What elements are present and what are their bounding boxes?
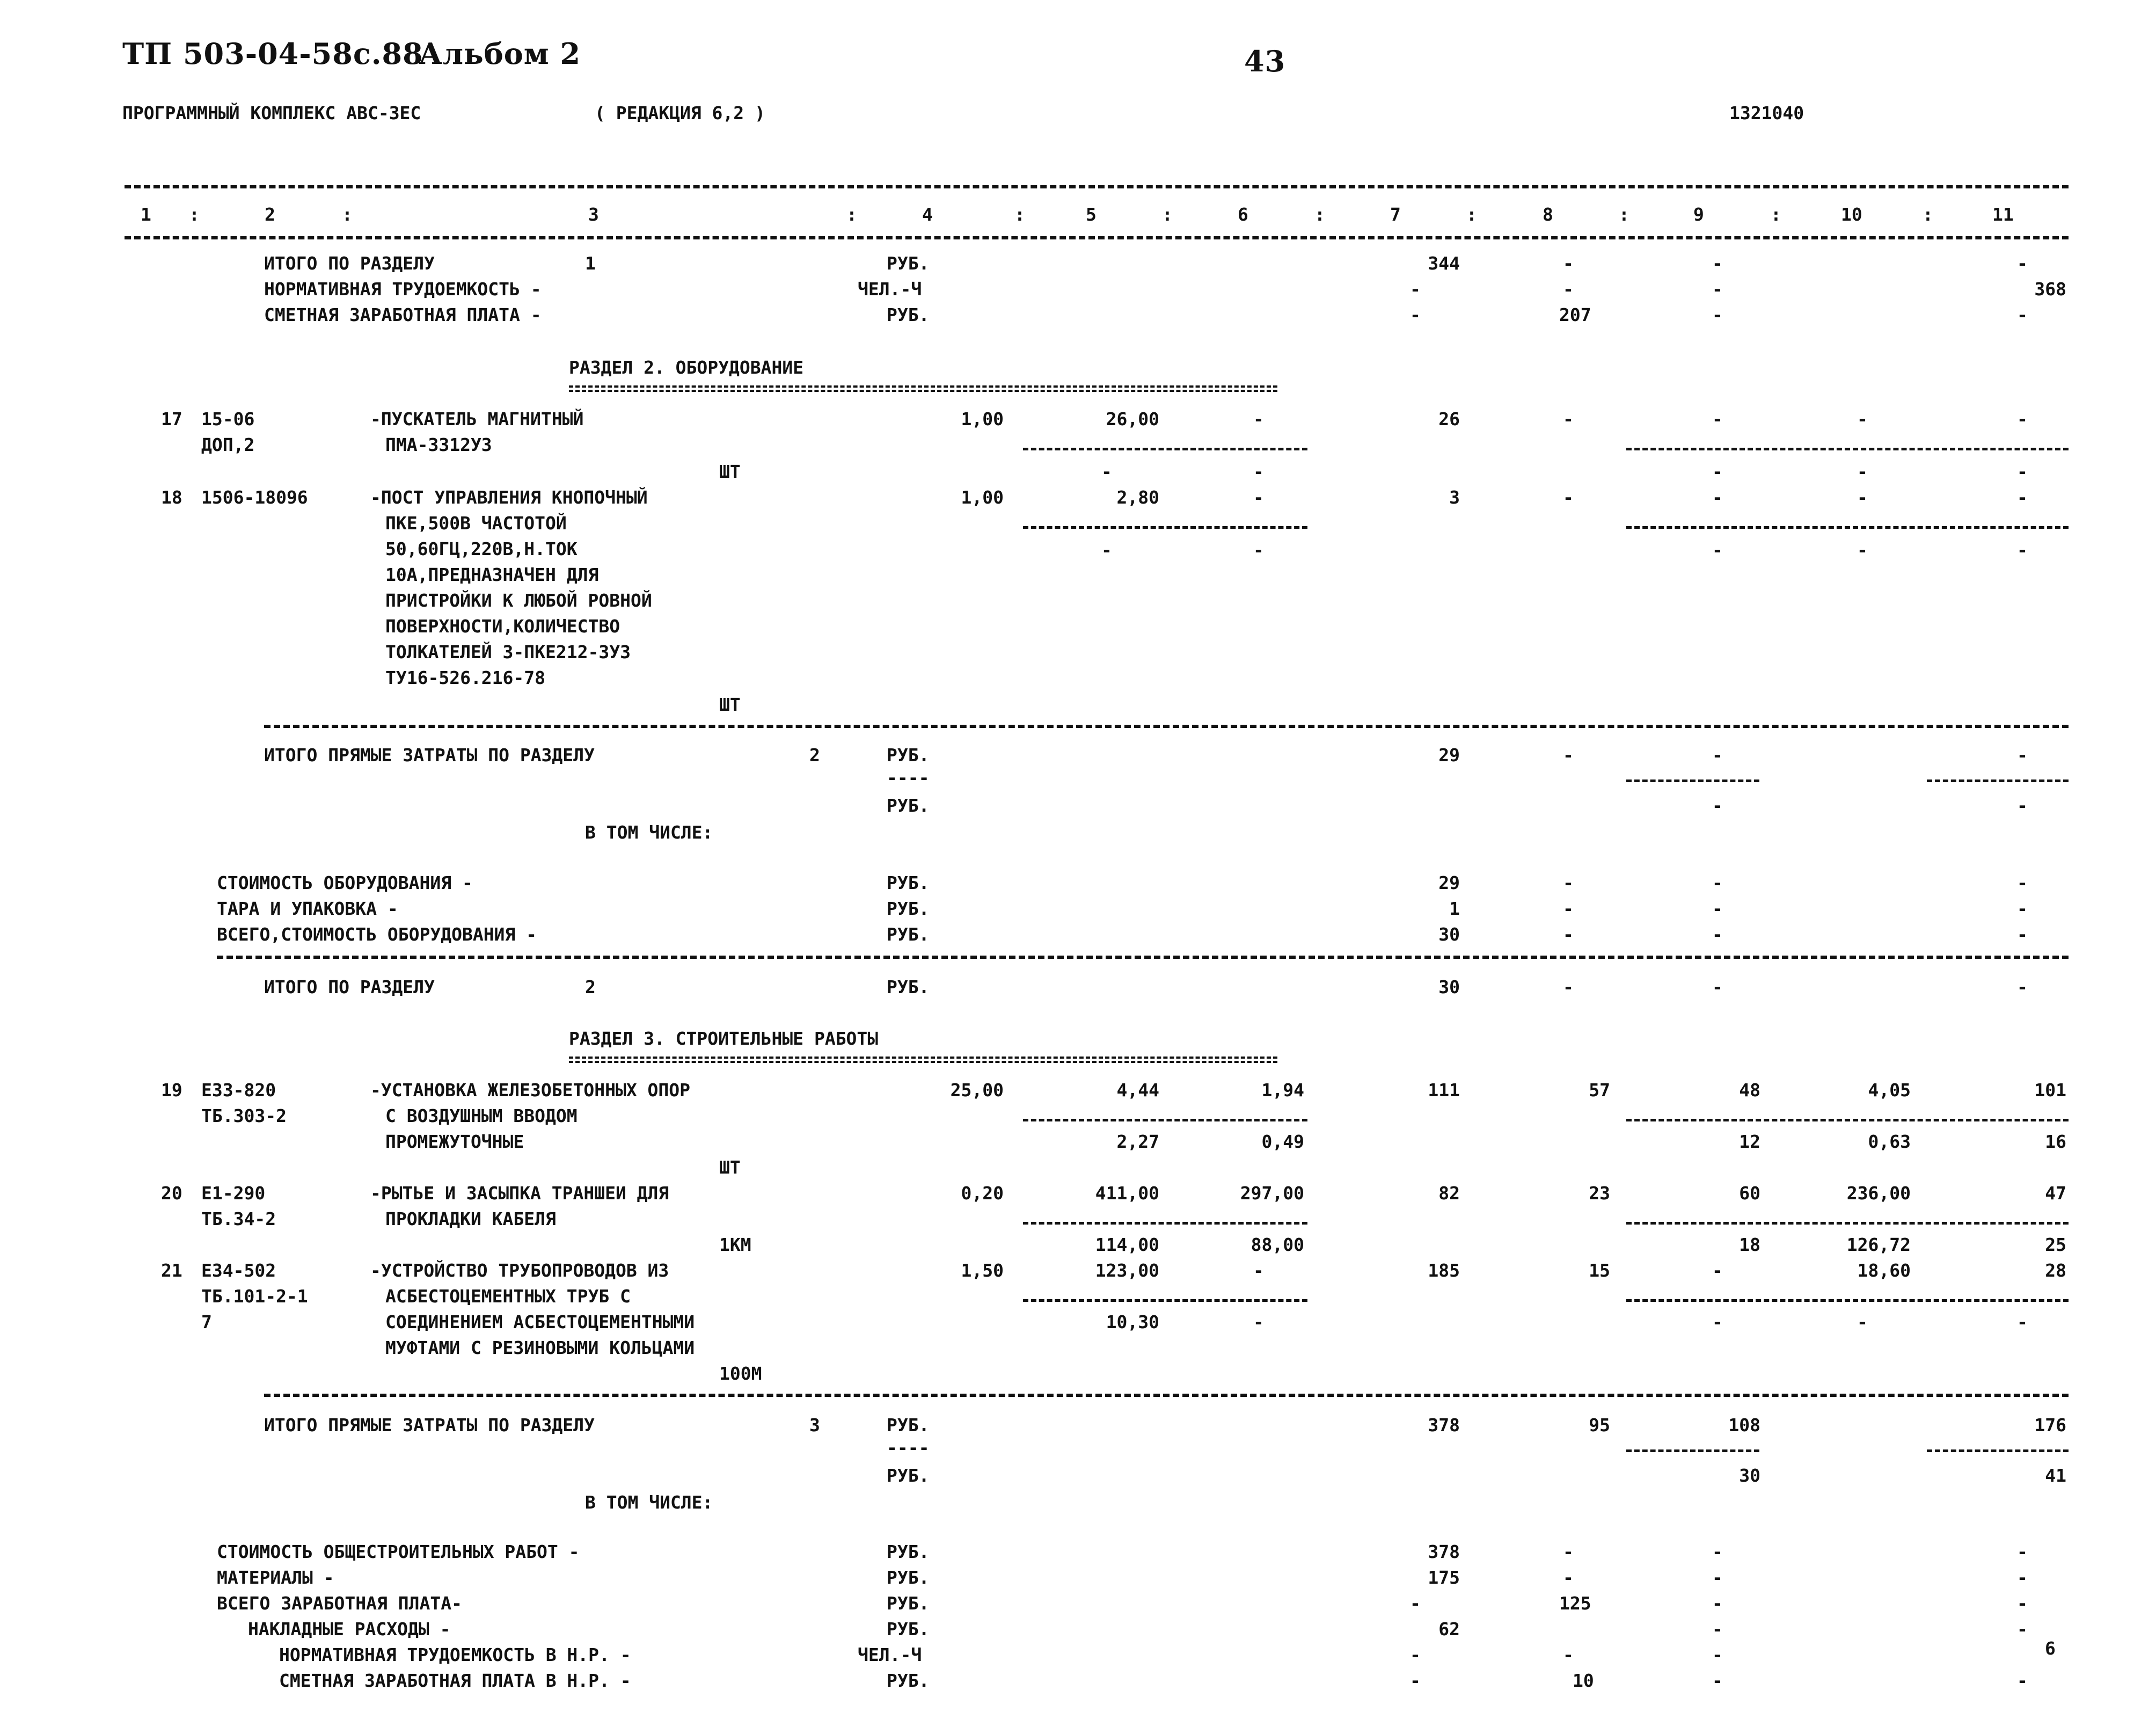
item-code: 1506-18096 bbox=[201, 487, 308, 508]
item-description: ПОВЕРХНОСТИ,КОЛИЧЕСТВО bbox=[385, 616, 620, 637]
empty-mark: - bbox=[1563, 409, 1574, 429]
item-col11: 101 bbox=[2034, 1080, 2066, 1101]
direct-col9-wage: 30 bbox=[1739, 1465, 1760, 1486]
unit-label: РУБ. bbox=[887, 1593, 930, 1614]
item-col9: 60 bbox=[1739, 1183, 1760, 1204]
empty-mark: - bbox=[1712, 540, 1723, 560]
unit-label: РУБ. bbox=[887, 304, 930, 325]
labor-overhead-value: 6 bbox=[2045, 1638, 2056, 1659]
item-number: 20 bbox=[161, 1183, 182, 1204]
empty-mark: - bbox=[1712, 898, 1723, 919]
empty-mark: - bbox=[1563, 872, 1574, 893]
item-number: 21 bbox=[161, 1260, 182, 1281]
total-wage-label: ВСЕГО ЗАРАБОТНАЯ ПЛАТА- bbox=[217, 1593, 462, 1614]
column-number-10: 10 bbox=[1841, 204, 1862, 225]
program-name: ПРОГРАММНЫЙ КОМПЛЕКС АВС-ЗЕС bbox=[122, 103, 421, 123]
empty-mark: - bbox=[1410, 304, 1421, 325]
empty-mark: - bbox=[2017, 745, 2028, 766]
overhead-label: НАКЛАДНЫЕ РАСХОДЫ - bbox=[248, 1619, 451, 1640]
item-col6: 297,00 bbox=[1240, 1183, 1304, 1204]
unit-label: 1КМ bbox=[719, 1234, 751, 1255]
item-description: С ВОЗДУШНЫМ ВВОДОМ bbox=[385, 1105, 578, 1126]
item-description: 10А,ПРЕДНАЗНАЧЕН ДЛЯ bbox=[385, 564, 599, 585]
item-col11: 28 bbox=[2045, 1260, 2066, 1281]
column-number-1: 1 bbox=[141, 204, 151, 225]
item-code: ДОП,2 bbox=[201, 434, 255, 455]
item-code: ТБ.101-2-1 bbox=[201, 1286, 308, 1307]
column-separator: : bbox=[1466, 204, 1477, 225]
empty-mark: - bbox=[1712, 409, 1723, 429]
direct-col7: 378 bbox=[1428, 1415, 1460, 1436]
item-number: 19 bbox=[161, 1080, 182, 1101]
packaging-value: 1 bbox=[1449, 898, 1460, 919]
item-unit-price: 26,00 bbox=[1106, 409, 1159, 429]
section-total-label: ИТОГО ПО РАЗДЕЛУ bbox=[264, 253, 435, 274]
empty-mark: - bbox=[2017, 1593, 2028, 1614]
labor-intensity-value: 368 bbox=[2034, 279, 2066, 300]
item-col6-wage: 0,49 bbox=[1261, 1131, 1304, 1152]
item-col5: 123,00 bbox=[1095, 1260, 1159, 1281]
empty-mark: - bbox=[1253, 1312, 1264, 1332]
item-col10: 18,60 bbox=[1857, 1260, 1911, 1281]
column-separator: : bbox=[1314, 204, 1325, 225]
section-total-label: ИТОГО ПО РАЗДЕЛУ bbox=[264, 977, 435, 997]
subtotal-rule bbox=[1023, 1299, 1307, 1302]
direct-costs-label: ИТОГО ПРЯМЫЕ ЗАТРАТЫ ПО РАЗДЕЛУ bbox=[264, 1415, 595, 1436]
item-description: 50,60ГЦ,220В,Н.ТОК bbox=[385, 538, 578, 559]
subtotal-rule bbox=[1626, 1299, 2069, 1302]
item-code: 15-06 bbox=[201, 409, 255, 429]
item-col8: 15 bbox=[1589, 1260, 1610, 1281]
item-description: ТУ16-526.216-78 bbox=[385, 667, 546, 688]
empty-mark: - bbox=[2017, 487, 2028, 508]
item-col8: 23 bbox=[1589, 1183, 1610, 1204]
item-unit-price: 2,80 bbox=[1116, 487, 1159, 508]
unit-label: ЧЕЛ.-Ч bbox=[858, 1644, 922, 1665]
unit-label: РУБ. bbox=[887, 1670, 930, 1691]
program-edition: ( РЕДАКЦИЯ 6,2 ) bbox=[595, 103, 765, 123]
total-wage-value: 125 bbox=[1559, 1593, 1591, 1614]
direct-col8: 95 bbox=[1589, 1415, 1610, 1436]
unit-label: РУБ. bbox=[887, 1415, 930, 1436]
direct-costs-value: 29 bbox=[1438, 745, 1460, 766]
section-total-value: 30 bbox=[1438, 977, 1460, 997]
subtotal-rule bbox=[1626, 1222, 2069, 1225]
unit-label: ШТ bbox=[719, 461, 741, 482]
empty-mark: - bbox=[1857, 540, 1868, 560]
column-separator: : bbox=[1619, 204, 1629, 225]
direct-col9: 108 bbox=[1728, 1415, 1760, 1436]
subtotal-rule bbox=[1023, 1119, 1307, 1121]
item-description: ПРИСТРОЙКИ К ЛЮБОЙ РОВНОЙ bbox=[385, 590, 652, 611]
empty-mark: - bbox=[2017, 304, 2028, 325]
item-code: ТБ.303-2 bbox=[201, 1105, 287, 1126]
empty-mark: - bbox=[1253, 461, 1264, 482]
empty-mark: - bbox=[2017, 461, 2028, 482]
empty-mark: - bbox=[1253, 487, 1264, 508]
empty-mark: - bbox=[1712, 924, 1723, 945]
item-col9-wage: 18 bbox=[1739, 1234, 1760, 1255]
page-number: 43 bbox=[1244, 44, 1286, 78]
empty-mark: - bbox=[1253, 1260, 1264, 1281]
empty-mark: - bbox=[2017, 253, 2028, 274]
item-col10-wage: 0,63 bbox=[1868, 1131, 1911, 1152]
column-number-2: 2 bbox=[265, 204, 275, 225]
column-separator: : bbox=[1923, 204, 1933, 225]
subtotal-rule bbox=[1626, 779, 1759, 782]
empty-mark: - bbox=[1410, 279, 1421, 300]
column-number-4: 4 bbox=[922, 204, 933, 225]
item-description: ПРОМЕЖУТОЧНЫЕ bbox=[385, 1131, 524, 1152]
empty-mark: - bbox=[1563, 745, 1574, 766]
empty-mark: - bbox=[1712, 1312, 1723, 1332]
empty-mark: - bbox=[2017, 795, 2028, 816]
empty-mark: - bbox=[1712, 1593, 1723, 1614]
empty-mark: - bbox=[1101, 461, 1112, 482]
column-separator: : bbox=[1162, 204, 1173, 225]
column-number-5: 5 bbox=[1086, 204, 1097, 225]
empty-mark: - bbox=[1410, 1593, 1421, 1614]
direct-col11: 176 bbox=[2034, 1415, 2066, 1436]
subtotal-rule bbox=[1927, 779, 2069, 782]
equipment-total-label: ВСЕГО,СТОИМОСТЬ ОБОРУДОВАНИЯ - bbox=[217, 924, 537, 945]
unit-label: РУБ. bbox=[887, 1567, 930, 1588]
empty-mark: - bbox=[1712, 1670, 1723, 1691]
item-description: ПРОКЛАДКИ КАБЕЛЯ bbox=[385, 1208, 556, 1229]
unit-label: РУБ. bbox=[887, 1465, 930, 1486]
item-quantity: 0,20 bbox=[961, 1183, 1004, 1204]
empty-mark: - bbox=[1857, 1312, 1868, 1332]
subtotal-rule bbox=[1626, 1119, 2069, 1121]
empty-mark: - bbox=[1712, 745, 1723, 766]
document-code: 1321040 bbox=[1729, 103, 1804, 123]
item-description: ПКЕ,500В ЧАСТОТОЙ bbox=[385, 513, 567, 534]
item-col11-wage: 25 bbox=[2045, 1234, 2066, 1255]
item-code: Е33-820 bbox=[201, 1080, 276, 1101]
unit-label: ШТ bbox=[719, 694, 741, 715]
empty-mark: - bbox=[2017, 924, 2028, 945]
empty-mark: - bbox=[1563, 279, 1574, 300]
empty-mark: - bbox=[1712, 487, 1723, 508]
unit-label: РУБ. bbox=[887, 977, 930, 997]
unit-label: РУБ. bbox=[887, 1541, 930, 1562]
item-col5: 4,44 bbox=[1116, 1080, 1159, 1101]
item-total: 26 bbox=[1438, 409, 1460, 429]
unit-label: РУБ. bbox=[887, 253, 930, 274]
section-2-title: РАЗДЕЛ 2. ОБОРУДОВАНИЕ bbox=[569, 357, 804, 378]
column-separator: : bbox=[189, 204, 200, 225]
empty-mark: - bbox=[1712, 253, 1723, 274]
empty-mark: - bbox=[1712, 872, 1723, 893]
short-rule: ---- bbox=[887, 767, 930, 788]
item-code: 7 bbox=[201, 1312, 212, 1332]
empty-mark: - bbox=[1563, 977, 1574, 997]
general-works-value: 378 bbox=[1428, 1541, 1460, 1562]
column-separator: : bbox=[1014, 204, 1025, 225]
unit-label: ШТ bbox=[719, 1157, 741, 1178]
overhead-value: 62 bbox=[1438, 1619, 1460, 1640]
item-description: МУФТАМИ С РЕЗИНОВЫМИ КОЛЬЦАМИ bbox=[385, 1337, 695, 1358]
empty-mark: - bbox=[1563, 487, 1574, 508]
empty-mark: - bbox=[1563, 924, 1574, 945]
item-col5-wage: 10,30 bbox=[1106, 1312, 1159, 1332]
empty-mark: - bbox=[1563, 1644, 1574, 1665]
item-code: Е1-290 bbox=[201, 1183, 266, 1204]
item-col6: 1,94 bbox=[1261, 1080, 1304, 1101]
labor-overhead-label: НОРМАТИВНАЯ ТРУДОЕМКОСТЬ В Н.Р. - bbox=[279, 1644, 631, 1665]
column-separator: : bbox=[846, 204, 857, 225]
wage-label: СМЕТНАЯ ЗАРАБОТНАЯ ПЛАТА - bbox=[264, 304, 542, 325]
item-col7: 82 bbox=[1438, 1183, 1460, 1204]
section-number: 1 bbox=[585, 253, 596, 274]
subtotal-rule bbox=[1626, 1449, 1759, 1452]
wage-value: 207 bbox=[1559, 304, 1591, 325]
empty-mark: - bbox=[1563, 253, 1574, 274]
empty-mark: - bbox=[1857, 461, 1868, 482]
item-description: -РЫТЬЕ И ЗАСЫПКА ТРАНШЕИ ДЛЯ bbox=[370, 1183, 669, 1204]
item-col8: 57 bbox=[1589, 1080, 1610, 1101]
item-col10: 4,05 bbox=[1868, 1080, 1911, 1101]
section-rule bbox=[264, 1394, 2069, 1397]
item-quantity: 1,00 bbox=[961, 487, 1004, 508]
item-number: 17 bbox=[161, 409, 182, 429]
subtotal-rule bbox=[1626, 526, 2069, 529]
empty-mark: - bbox=[1712, 1541, 1723, 1562]
empty-mark: - bbox=[1857, 409, 1868, 429]
empty-mark: - bbox=[1410, 1644, 1421, 1665]
empty-mark: - bbox=[2017, 898, 2028, 919]
column-number-8: 8 bbox=[1543, 204, 1553, 225]
section-3-title: РАЗДЕЛ 3. СТРОИТЕЛЬНЫЕ РАБОТЫ bbox=[569, 1028, 879, 1049]
unit-label: РУБ. bbox=[887, 1619, 930, 1640]
empty-mark: - bbox=[1712, 304, 1723, 325]
empty-mark: - bbox=[1101, 540, 1112, 560]
unit-label: ЧЕЛ.-Ч bbox=[858, 279, 922, 300]
empty-mark: - bbox=[1253, 409, 1264, 429]
section-number: 3 bbox=[809, 1415, 820, 1436]
unit-label: 100М bbox=[719, 1363, 762, 1384]
header-rule-bottom bbox=[125, 236, 2069, 239]
empty-mark: - bbox=[2017, 872, 2028, 893]
item-col7: 111 bbox=[1428, 1080, 1460, 1101]
subtotal-rule bbox=[1023, 526, 1307, 529]
column-separator: : bbox=[1771, 204, 1781, 225]
section-number: 2 bbox=[585, 977, 596, 997]
item-description: ТОЛКАТЕЛЕЙ 3-ПКЕ212-3УЗ bbox=[385, 642, 631, 662]
empty-mark: - bbox=[2017, 1619, 2028, 1640]
item-total: 3 bbox=[1449, 487, 1460, 508]
header-rule-top bbox=[125, 185, 2069, 188]
empty-mark: - bbox=[2017, 1312, 2028, 1332]
section-title-underline bbox=[569, 385, 1277, 392]
subtotal-rule bbox=[1626, 448, 2069, 450]
empty-mark: - bbox=[2017, 977, 2028, 997]
document-reference: ТП 503-04-58с.88 bbox=[122, 37, 423, 71]
empty-mark: - bbox=[2017, 1541, 2028, 1562]
wage-overhead-label: СМЕТНАЯ ЗАРАБОТНАЯ ПЛАТА В Н.Р. - bbox=[279, 1670, 631, 1691]
empty-mark: - bbox=[1712, 1567, 1723, 1588]
including-label: В ТОМ ЧИСЛЕ: bbox=[585, 1492, 713, 1513]
unit-label: РУБ. bbox=[887, 795, 930, 816]
packaging-label: ТАРА И УПАКОВКА - bbox=[217, 898, 398, 919]
item-code: Е34-502 bbox=[201, 1260, 276, 1281]
wage-overhead-value: 10 bbox=[1573, 1670, 1594, 1691]
empty-mark: - bbox=[1410, 1670, 1421, 1691]
item-col9: 48 bbox=[1739, 1080, 1760, 1101]
item-description: СОЕДИНЕНИЕМ АСБЕСТОЦЕМЕНТНЫМИ bbox=[385, 1312, 695, 1332]
item-description: -УСТАНОВКА ЖЕЛЕЗОБЕТОННЫХ ОПОР bbox=[370, 1080, 691, 1101]
section-number: 2 bbox=[809, 745, 820, 766]
item-description: -УСТРОЙСТВО ТРУБОПРОВОДОВ ИЗ bbox=[370, 1260, 669, 1281]
item-col11-wage: 16 bbox=[2045, 1131, 2066, 1152]
item-col9-wage: 12 bbox=[1739, 1131, 1760, 1152]
item-description: -ПУСКАТЕЛЬ МАГНИТНЫЙ bbox=[370, 409, 584, 429]
column-number-6: 6 bbox=[1238, 204, 1248, 225]
direct-col11-wage: 41 bbox=[2045, 1465, 2066, 1486]
section-rule bbox=[217, 956, 2069, 959]
unit-label: РУБ. bbox=[887, 898, 930, 919]
item-col10: 236,00 bbox=[1846, 1183, 1911, 1204]
column-separator: : bbox=[342, 204, 353, 225]
empty-mark: - bbox=[2017, 1670, 2028, 1691]
item-description: ПМА-3312УЗ bbox=[385, 434, 492, 455]
short-rule: ---- bbox=[887, 1437, 930, 1458]
empty-mark: - bbox=[1563, 1541, 1574, 1562]
section-rule bbox=[264, 725, 2069, 728]
column-number-7: 7 bbox=[1390, 204, 1401, 225]
empty-mark: - bbox=[1712, 795, 1723, 816]
unit-label: РУБ. bbox=[887, 872, 930, 893]
labor-intensity-label: НОРМАТИВНАЯ ТРУДОЕМКОСТЬ - bbox=[264, 279, 542, 300]
section-title-underline bbox=[569, 1057, 1277, 1063]
column-number-11: 11 bbox=[1992, 204, 2014, 225]
item-col10-wage: 126,72 bbox=[1846, 1234, 1911, 1255]
item-col5-wage: 114,00 bbox=[1095, 1234, 1159, 1255]
item-col11: 47 bbox=[2045, 1183, 2066, 1204]
materials-value: 175 bbox=[1428, 1567, 1460, 1588]
equipment-total-value: 30 bbox=[1438, 924, 1460, 945]
item-description: -ПОСТ УПРАВЛЕНИЯ КНОПОЧНЫЙ bbox=[370, 487, 648, 508]
empty-mark: - bbox=[1253, 540, 1264, 560]
subtotal-rule bbox=[1927, 1449, 2069, 1452]
empty-mark: - bbox=[1712, 1644, 1723, 1665]
column-number-9: 9 bbox=[1693, 204, 1704, 225]
materials-label: МАТЕРИАЛЫ - bbox=[217, 1567, 334, 1588]
empty-mark: - bbox=[1712, 461, 1723, 482]
empty-mark: - bbox=[2017, 540, 2028, 560]
empty-mark: - bbox=[2017, 1567, 2028, 1588]
equipment-cost-label: СТОИМОСТЬ ОБОРУДОВАНИЯ - bbox=[217, 872, 473, 893]
subtotal-rule bbox=[1023, 448, 1307, 450]
item-col7: 185 bbox=[1428, 1260, 1460, 1281]
subtotal-rule bbox=[1023, 1222, 1307, 1225]
album-label: Альбом 2 bbox=[419, 37, 581, 71]
item-col5: 411,00 bbox=[1095, 1183, 1159, 1204]
item-col5-wage: 2,27 bbox=[1116, 1131, 1159, 1152]
item-quantity: 1,00 bbox=[961, 409, 1004, 429]
unit-label: РУБ. bbox=[887, 745, 930, 766]
column-number-3: 3 bbox=[588, 204, 599, 225]
total-value: 344 bbox=[1428, 253, 1460, 274]
including-label: В ТОМ ЧИСЛЕ: bbox=[585, 822, 713, 843]
general-works-label: СТОИМОСТЬ ОБЩЕСТРОИТЕЛЬНЫХ РАБОТ - bbox=[217, 1541, 580, 1562]
empty-mark: - bbox=[1712, 1260, 1723, 1281]
empty-mark: - bbox=[1563, 898, 1574, 919]
empty-mark: - bbox=[1712, 1619, 1723, 1640]
empty-mark: - bbox=[1857, 487, 1868, 508]
empty-mark: - bbox=[1712, 977, 1723, 997]
unit-label: РУБ. bbox=[887, 924, 930, 945]
equipment-cost-value: 29 bbox=[1438, 872, 1460, 893]
item-col6-wage: 88,00 bbox=[1251, 1234, 1304, 1255]
direct-costs-label: ИТОГО ПРЯМЫЕ ЗАТРАТЫ ПО РАЗДЕЛУ bbox=[264, 745, 595, 766]
item-quantity: 25,00 bbox=[950, 1080, 1004, 1101]
empty-mark: - bbox=[1712, 279, 1723, 300]
item-description: АСБЕСТОЦЕМЕНТНЫХ ТРУБ С bbox=[385, 1286, 631, 1307]
item-code: ТБ.34-2 bbox=[201, 1208, 276, 1229]
empty-mark: - bbox=[2017, 409, 2028, 429]
empty-mark: - bbox=[1563, 1567, 1574, 1588]
item-number: 18 bbox=[161, 487, 182, 508]
item-quantity: 1,50 bbox=[961, 1260, 1004, 1281]
